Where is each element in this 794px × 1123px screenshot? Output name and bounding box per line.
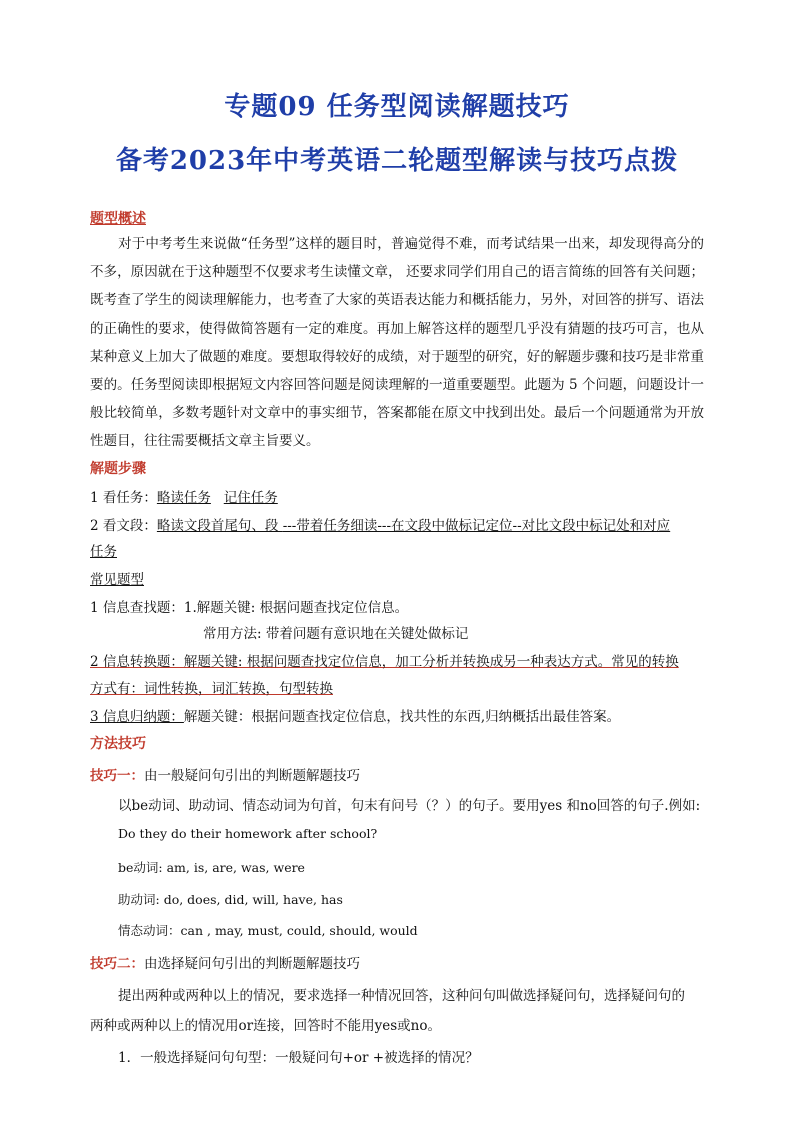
step-2-continued [90, 540, 117, 560]
step-2-number: 2 看文段： [90, 518, 157, 534]
common-item-1-text: 1.解题关键: 根据问题查找定位信息。 [183, 600, 409, 616]
modal-verbs-list: ：can , may, must, could, should, would [168, 923, 418, 938]
tip-2-subitem-1: 1．一般选择疑问句句型：一般疑问句+or +被选择的情况？ [118, 1050, 479, 1066]
common-item-3-text: 解题关键：根据问题查找定位信息，找共性的东西,归纳概括出最佳答案。 [183, 709, 621, 725]
be-verbs-label: be动词 [118, 860, 159, 875]
common-item-2-line-2 [90, 677, 333, 697]
common-item-1-method: 常用方法: 带着问题有意识地在关键处做标记 [203, 626, 469, 642]
methods-heading: 方法技巧 [90, 736, 146, 752]
be-verbs-list: : am, is, are, was, were [158, 860, 305, 875]
common-item-2-text-1: 2 信息转换题：解题关键: 根据问题查找定位信息，加工分析并转换成另一种表达方式。常见的转换 [90, 654, 679, 670]
tip-2-line-2: 两种或两种以上的情况用or连接，回答时不能用yes或no。 [90, 1018, 441, 1034]
title-line-2: 备考2023年中考英语二轮题型解读与技巧点拨 [115, 146, 679, 176]
step-1-skim: 略读任务 [156, 490, 211, 506]
tip-1-heading [90, 764, 360, 784]
common-item-3-number: 3 信息归纳题： [90, 709, 184, 725]
steps-heading: 解题步骤 [90, 461, 146, 477]
step-2-detail: ---带着任务细读---在文段中做标记定位--对比文段中标记处和对应 [282, 518, 671, 534]
common-item-3 [90, 705, 620, 725]
tip-1-text: 由一般疑问句引出的判断题解题技巧 [144, 768, 360, 784]
common-item-2-text-2: 方式有：词性转换，词汇转换，句型转换 [90, 681, 333, 697]
auxiliary-verbs [118, 890, 343, 908]
step-2-skim: 略读文段首尾句、段 [156, 518, 283, 534]
tip-2-line-1: 提出两种或两种以上的情况，要求选择一种情况回答，这种问句叫做选择疑问句，选择疑问句的 [118, 988, 685, 1004]
overview-text: 对于中考考生来说做“任务型”这样的题目时，普遍觉得不难，而考试结果一出来，却发现得高分的不多，原因就在于这种题型不仅要求考生读懂文章， 还要求同学们用自己的语言简练的回答有关问题；既考查了学生的阅读理解能力，也考查了大家的英语表达能力和概括能力，另外，对回答的拼写、语法的正确性的要求，使得做简答题有一定的难度。再加上解答这样的题型几乎没有猜题的技巧可言，也从某种意义上加大了做题的难度。要想取得较好的成绩，对于题型的研究，好的解题步骤和技巧是非常重要的。任务型阅读即根据短文内容回答问题是阅读理解的一道重要题型。此题为 5 个问题，问题设计一般比较简单，多数考题针对文章中的事实细节，答案都能在原文中找到出处。最后一个问题通常为开放性题目，往往需要概括文章主旨要义。 [90, 236, 704, 450]
tip-1-label: 技巧一： [90, 768, 144, 784]
common-item-2-line-1 [90, 650, 679, 670]
tip-1-description: 以be动词、助动词、情态动词为句首，句末有问号（？）的句子。要用yes 和no回答的句子.例如: [118, 798, 701, 814]
overview-heading: 题型概述 [90, 211, 146, 227]
common-heading [90, 568, 144, 588]
step-1-remember: 记住任务 [223, 490, 278, 506]
overview-paragraph [90, 230, 704, 456]
tip-2-text: 由选择疑问句引出的判断题解题技巧 [144, 956, 360, 972]
common-heading-text: 常见题型 [90, 572, 144, 588]
title-line-1: 专题09 任务型阅读解题技巧 [224, 92, 570, 122]
step-2 [90, 514, 670, 534]
auxiliary-verbs-label: 助动词 [118, 892, 156, 907]
tip-2-label: 技巧二： [90, 956, 144, 972]
step-1-number: 1 看任务： [90, 490, 157, 506]
step-1 [90, 486, 278, 506]
tip-1-example: Do they do their homework after school? [118, 826, 378, 841]
modal-verbs-label: 情态动词 [118, 923, 169, 938]
common-item-1 [90, 596, 408, 616]
auxiliary-verbs-list: : do, does, did, will, have, has [155, 892, 343, 907]
step-2-task: 任务 [90, 544, 117, 560]
common-item-1-number: 1 信息查找题： [90, 600, 184, 616]
tip-2-heading [90, 952, 360, 972]
modal-verbs [118, 921, 418, 939]
be-verbs [118, 858, 305, 876]
